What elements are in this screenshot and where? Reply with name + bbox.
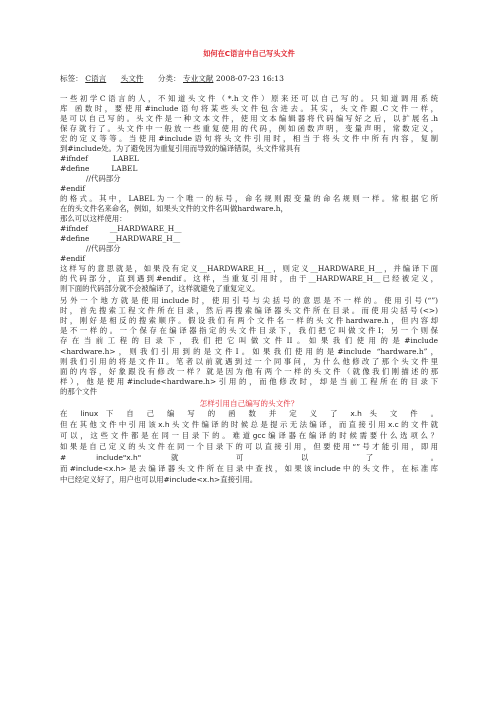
paragraph-line: 一些初学C语言的人，不知道头文件（*.h文件）原来还可以自己写的。只知道调用系统 xyxy=(60,94,438,103)
category-link[interactable]: 专业文献 xyxy=(183,74,214,83)
paragraph-line: 的格式。其中，LABEL为一个唯一的标号，命名规则跟变量的命名规则一样。常根据它所 xyxy=(60,194,438,203)
code-comment: //代码部分 xyxy=(86,244,121,253)
paragraph-line: 则我们引用的将是文件II。笔者以前就遇到过一个同事问，为什么他修改了那个头文件里 xyxy=(60,357,438,366)
paragraph-line: 中已经定义好了，用户也可以用#include<x.h>直接引用。 xyxy=(60,475,258,484)
paragraph-line: 在的头文件名来命名，例如，如果头文件的文件名叫做hardware.h， xyxy=(60,204,288,213)
code-define: #define LABEL xyxy=(60,164,138,173)
paragraph-line: # include"x.h" 就 可 以 了 。 xyxy=(60,453,438,462)
paragraph-line: 样），他是使用#include<hardware.h>引用的，而他修改时，却是当前工程所在的目录下 xyxy=(60,377,438,386)
paragraph-line: 的那个文件 xyxy=(60,387,97,396)
paragraph-line: 而#include<x.h>是去编译器头文件所在目录中查找，如果该include中的头文件，在标准库 xyxy=(60,464,438,473)
paragraph-line: 存在当前工程的目录下，我们把它叫做文件II。如果我们使用的是#include xyxy=(60,336,438,345)
code-ifndef: #ifndef LABEL xyxy=(60,154,139,163)
tag-c-language-link[interactable]: C语言 xyxy=(85,74,107,83)
section-heading: 怎样引用自己编写的头文件？ xyxy=(199,399,299,408)
paragraph-line: 是不一样的。一个保存在编译器指定的头文件目录下，我们把它叫做文件I；另一个则保 xyxy=(60,326,438,335)
code-ifndef: #ifndef __HARDWARE_H__ xyxy=(60,224,182,233)
paragraph-line: 那么可以这样使用： xyxy=(60,214,127,223)
paragraph-line: 是可以自己写的。头文件是一种文本文件，使用文本编辑器将代码编写好之后，以扩展名.h xyxy=(60,114,438,123)
paragraph-line: 在 linux 下 自 己 编 写 的 函 数 并 定 义 了 x.h 头 文 件 。 xyxy=(60,409,438,418)
paragraph-line: <hardware.h>，则我们引用到的是文件I。如果我们使用的是#include “hardware.h”， xyxy=(60,347,438,356)
paragraph-line: 时，刚好是相反的搜索顺序。假设我们有两个文件名一样的头文件hardware.h，但内容却 xyxy=(60,316,438,325)
paragraph-line: 如果是自己定义的头文件在同一个目录下的可以直接引用，但要使用“”号才能引用，即用 xyxy=(60,442,438,451)
meta-line xyxy=(60,74,284,84)
paragraph-line: 则下面的代码部分就不会被编译了，这样就避免了重复定义。 xyxy=(60,284,260,293)
paragraph-line: 时，首先搜索工程文件所在目录，然后再搜索编译器头文件所在目录。而使用尖括号(<>) xyxy=(60,306,438,315)
paragraph-line: 另外一个地方就是使用include时，使用引号与尖括号的意思是不一样的。使用引号(“”) xyxy=(60,296,438,305)
paragraph-line: 保存就行了。头文件中一般放一些重复使用的代码，例如函数声明，变量声明，常数定义， xyxy=(60,124,438,133)
tag-label: 标签： xyxy=(60,74,83,83)
paragraph-line: 宏的定义等等。当使用#include语句将头文件引用时，相当于将头文件中所有内容，复制 xyxy=(60,134,438,143)
paragraph-line: 这样写的意思就是，如果没有定义__HARDWARE_H__，则定义__HARDWARE_H__，并编译下面 xyxy=(60,264,438,273)
code-endif: #endif xyxy=(60,254,86,263)
paragraph-line: 面的内容，好象跟没有修改一样？就是因为他有两个一样的头文件（就像我们刚描述的那 xyxy=(60,367,438,376)
tag-header-file-link[interactable]: 头文件 xyxy=(120,74,144,83)
code-endif: #endif xyxy=(60,184,86,193)
code-define: #define __HARDWARE_H__ xyxy=(60,234,181,243)
post-datetime: 2008-07-23 16:13 xyxy=(215,74,284,83)
code-comment: //代码部分 xyxy=(86,174,121,183)
category-label: 分类： xyxy=(157,74,181,83)
paragraph-line: 的代码部分，直到遇到#endif。这样，当重复引用时，由于__HARDWARE_H__已经被定义， xyxy=(60,274,438,283)
paragraph-line: 但在其他文件中引用该x.h头文件编译的时候总是提示无法编译，而直接引用x.c的文件就 xyxy=(60,420,438,429)
page-title: 如何在C语言中自己写头文件 xyxy=(203,49,295,58)
paragraph-line: 可以，这些文件都是在同一目录下的。难道gcc编译器在编译的时候需要什么选项么？ xyxy=(60,431,438,440)
paragraph-line: 库 函数时，要使用#include语句将某些头文件包含进去。其实，头文件跟.C文件一样， xyxy=(60,104,438,113)
paragraph-line: 到#include处。为了避免因为重复引用而导致的编译错误，头文件常具有 xyxy=(60,144,301,153)
